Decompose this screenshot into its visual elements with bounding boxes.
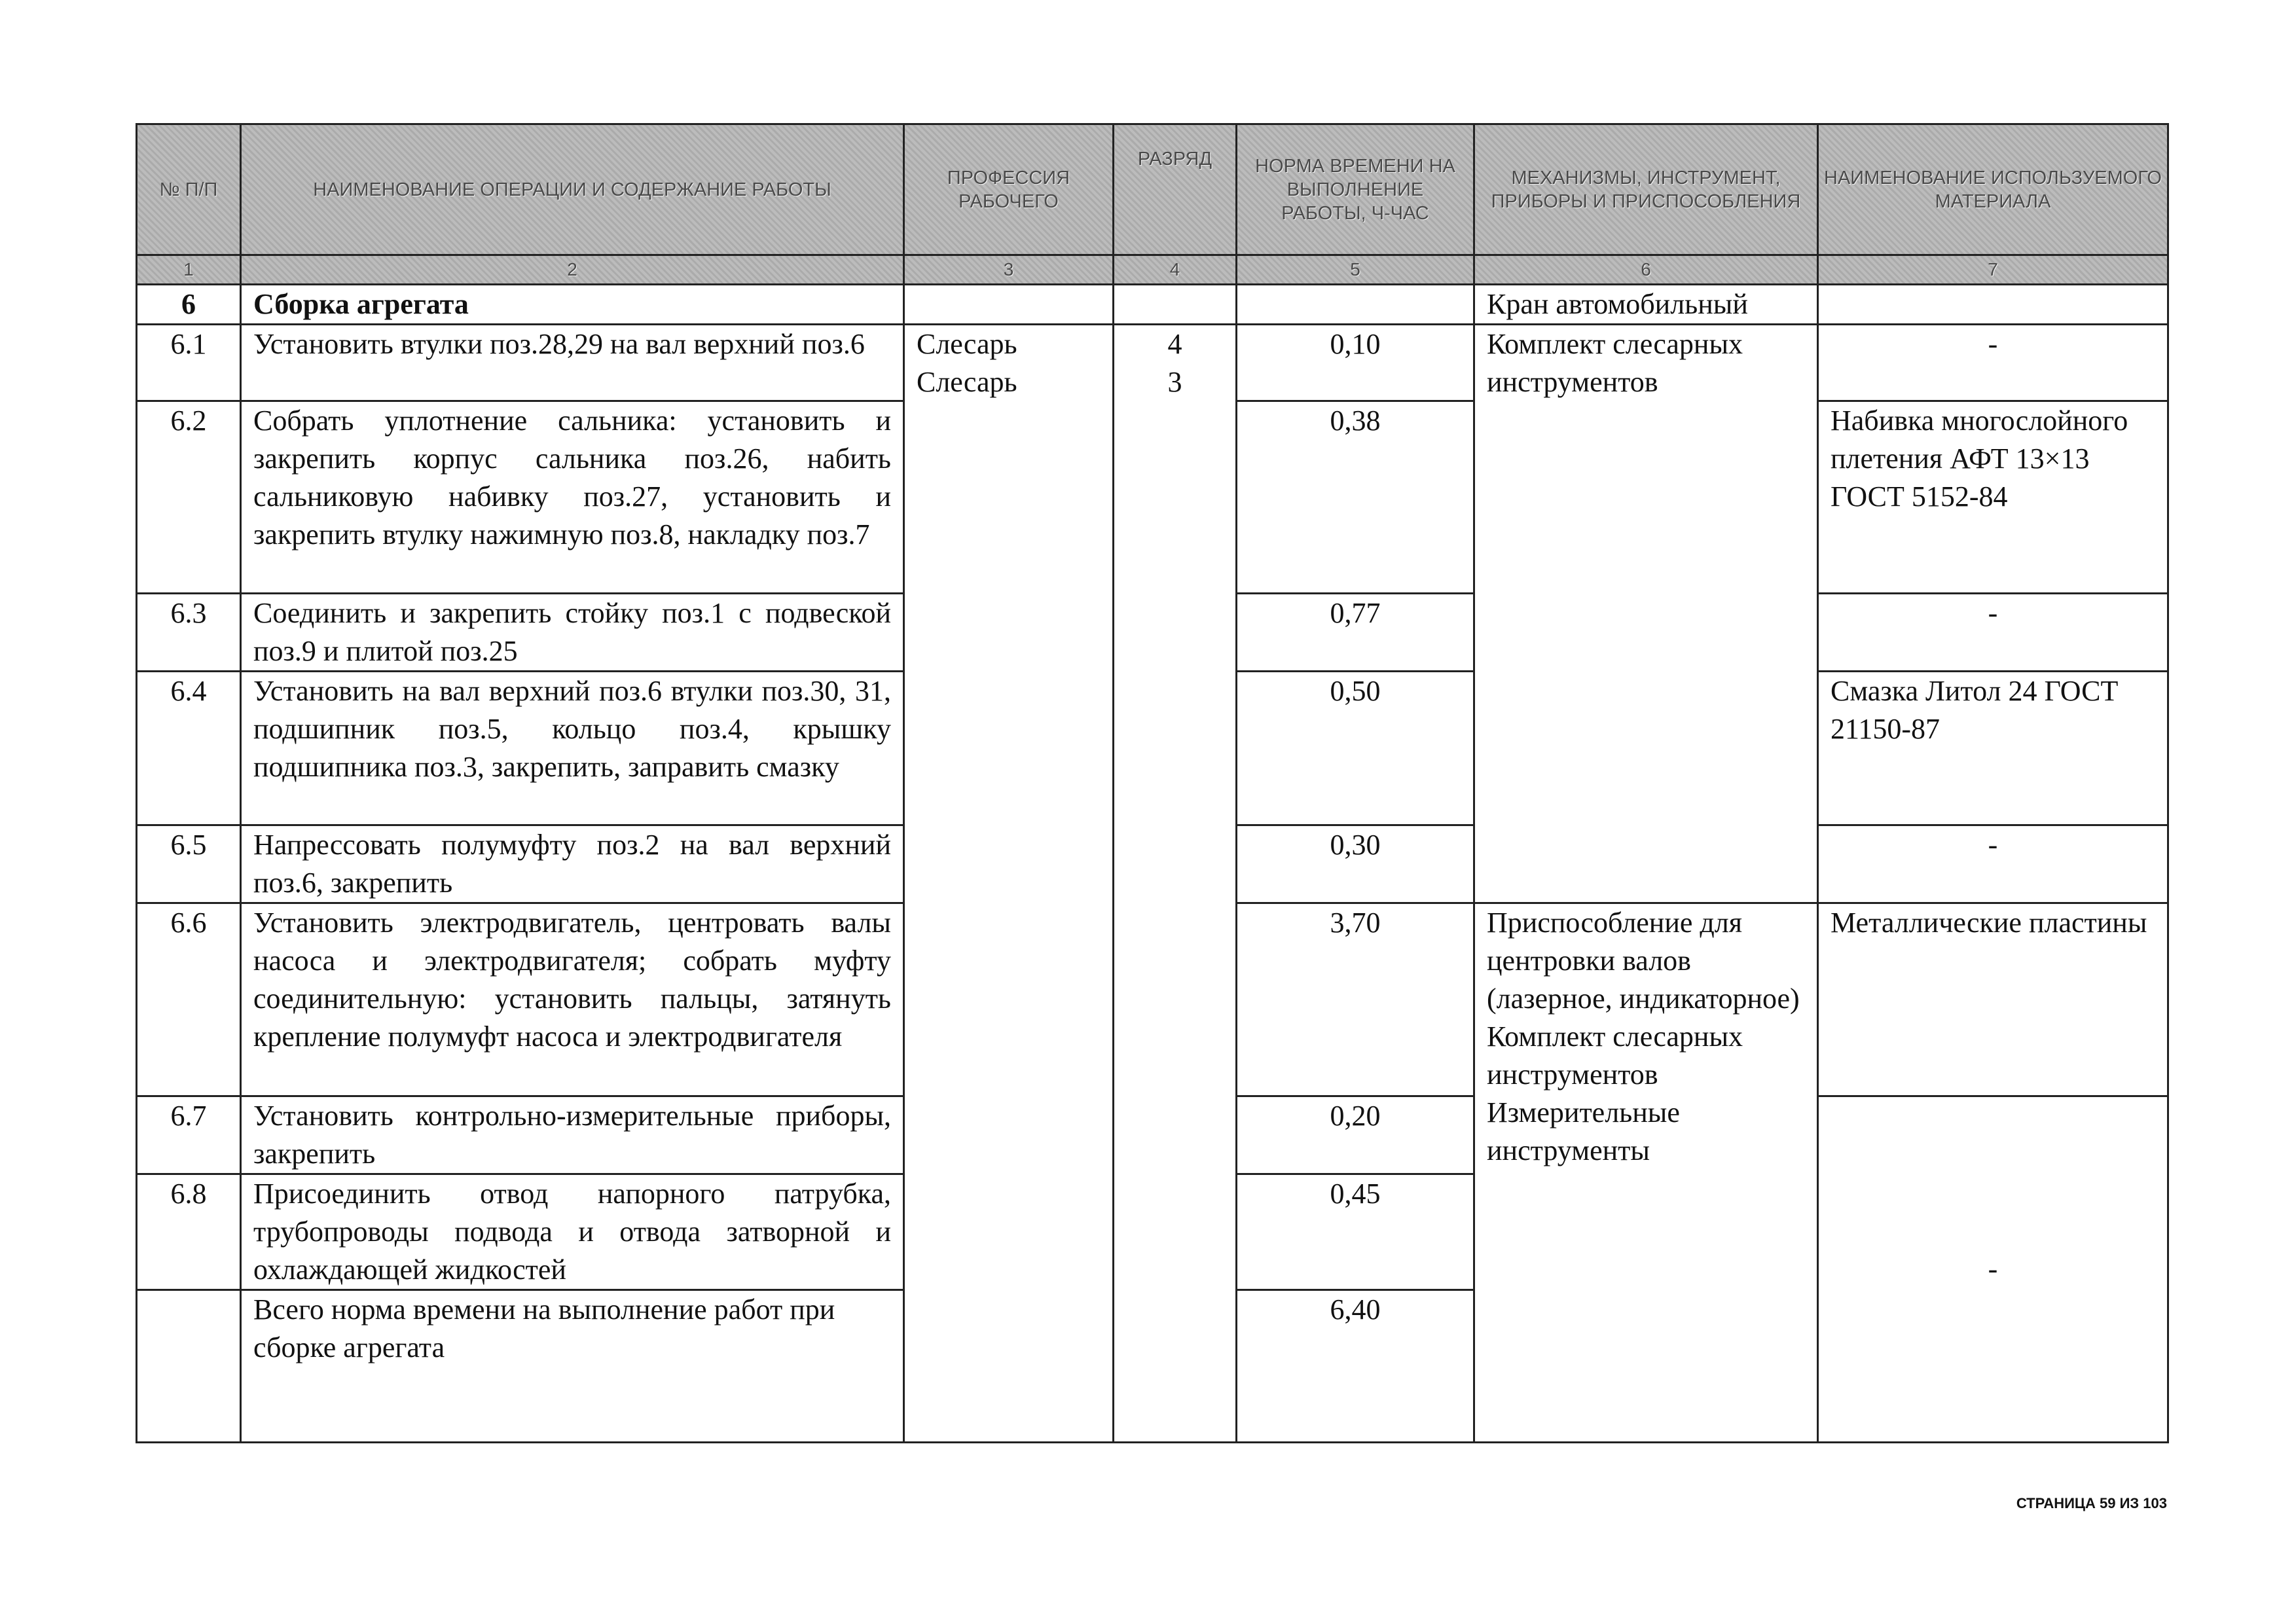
table-row: [137, 325, 2168, 401]
row-number: 6.4: [137, 672, 241, 825]
row-number: 6.7: [137, 1096, 241, 1174]
section-title: Сборка агрегата: [241, 285, 904, 325]
row-norm: 0,77: [1237, 594, 1474, 672]
row-number: 6.2: [137, 401, 241, 594]
header-number: 5: [1237, 255, 1474, 285]
rank-cell: [1114, 325, 1237, 1443]
section-row: [137, 285, 2168, 325]
header-col-operation: НАИМЕНОВАНИЕ ОПЕРАЦИИ И СОДЕРЖАНИЕ РАБОТЫ: [241, 124, 904, 255]
row-operation: Установить на вал верхний поз.6 втулки поз.30, 31, подшипник поз.5, кольцо поз.4, крышку подшипника поз.3, закрепить, заправить смазку: [241, 672, 904, 825]
header-number-row: [137, 255, 2168, 285]
mechanism-item: Измерительные инструменты: [1487, 1096, 1680, 1166]
section-number: 6: [137, 285, 241, 325]
header-col-rank: РАЗРЯД: [1114, 124, 1237, 255]
material-cell: Набивка многослойного плетения АФТ 13×13 ГОСТ 5152-84: [1818, 401, 2168, 594]
row-operation: Соединить и закрепить стойку поз.1 с подвеской поз.9 и плитой поз.25: [241, 594, 904, 672]
row-operation: Напрессовать полумуфту поз.2 на вал верхний поз.6, закрепить: [241, 825, 904, 903]
section-profession-cell: [904, 285, 1114, 325]
row-norm: 0,20: [1237, 1096, 1474, 1174]
header-col-number: № П/П: [137, 124, 241, 255]
row-operation: Присоединить отвод напорного патрубка, трубопроводы подвода и отвода затворной и охлаждающей жидкостей: [241, 1174, 904, 1290]
row-number: 6.6: [137, 903, 241, 1096]
header-number: 3: [904, 255, 1114, 285]
header-number: 7: [1818, 255, 2168, 285]
row-operation: Установить втулки поз.28,29 на вал верхний поз.6: [241, 325, 904, 401]
mechanism-item: Приспособление для центровки валов (лазерное, индикаторное): [1487, 907, 1800, 1015]
section-rank-cell: [1114, 285, 1237, 325]
material-cell: Металлические пластины: [1818, 903, 2168, 1096]
section-norm-cell: [1237, 285, 1474, 325]
row-operation: Собрать уплотнение сальника: установить и закрепить корпус сальника поз.26, набить сальниковую набивку поз.27, установить и закрепить втулку нажимную поз.8, накладку поз.7: [241, 401, 904, 594]
section-mechanism: Кран автомобильный: [1474, 285, 1818, 325]
rank-1: 4: [1167, 328, 1182, 360]
material-cell: Смазка Литол 24 ГОСТ 21150-87: [1818, 672, 2168, 825]
material-cell: -: [1818, 1096, 2168, 1443]
row-operation: Установить контрольно-измерительные приборы, закрепить: [241, 1096, 904, 1174]
header-number: 1: [137, 255, 241, 285]
rank-2: 3: [1167, 366, 1182, 398]
profession-1: Слесарь: [917, 328, 1017, 360]
header-number: 4: [1114, 255, 1237, 285]
page-number: СТРАНИЦА 59 ИЗ 103: [2016, 1495, 2167, 1511]
row-norm: 0,30: [1237, 825, 1474, 903]
row-norm: 0,38: [1237, 401, 1474, 594]
row-number: 6.1: [137, 325, 241, 401]
operations-table: [136, 123, 2169, 1443]
total-label: Всего норма времени на выполнение работ при сборке агрегата: [241, 1290, 904, 1443]
header-col-mechanisms: МЕХАНИЗМЫ, ИНСТРУМЕНТ, ПРИБОРЫ И ПРИСПОСОБЛЕНИЯ: [1474, 124, 1818, 255]
header-number: 2: [241, 255, 904, 285]
total-norm: 6,40: [1237, 1290, 1474, 1443]
row-operation: Установить электродвигатель, центровать валы насоса и электродвигателя; собрать муфту соединительную: установить пальцы, затянуть крепление полумуфт насоса и электродвигателя: [241, 903, 904, 1096]
section-material-cell: [1818, 285, 2168, 325]
row-norm: 0,50: [1237, 672, 1474, 825]
row-number: 6.5: [137, 825, 241, 903]
row-norm: 0,45: [1237, 1174, 1474, 1290]
header-col-time-norm: НОРМА ВРЕМЕНИ НА ВЫПОЛНЕНИЕ РАБОТЫ, Ч-ЧАС: [1237, 124, 1474, 255]
row-number: 6.3: [137, 594, 241, 672]
profession-2: Слесарь: [917, 366, 1017, 398]
mechanism-group-1: Комплект слесарных инструментов: [1474, 325, 1818, 903]
header-number: 6: [1474, 255, 1818, 285]
mechanism-group-2: [1474, 903, 1818, 1443]
material-cell: -: [1818, 594, 2168, 672]
row-norm: 3,70: [1237, 903, 1474, 1096]
header-col-material: НАИМЕНОВАНИЕ ИСПОЛЬЗУЕМОГО МАТЕРИАЛА: [1818, 124, 2168, 255]
material-cell: -: [1818, 325, 2168, 401]
mechanism-item: Комплект слесарных инструментов: [1487, 1020, 1743, 1091]
header-col-profession: ПРОФЕССИЯ РАБОЧЕГО: [904, 124, 1114, 255]
material-cell: -: [1818, 825, 2168, 903]
profession-cell: [904, 325, 1114, 1443]
row-number: 6.8: [137, 1174, 241, 1290]
header-row: [137, 124, 2168, 255]
total-number-cell: [137, 1290, 241, 1443]
row-norm: 0,10: [1237, 325, 1474, 401]
